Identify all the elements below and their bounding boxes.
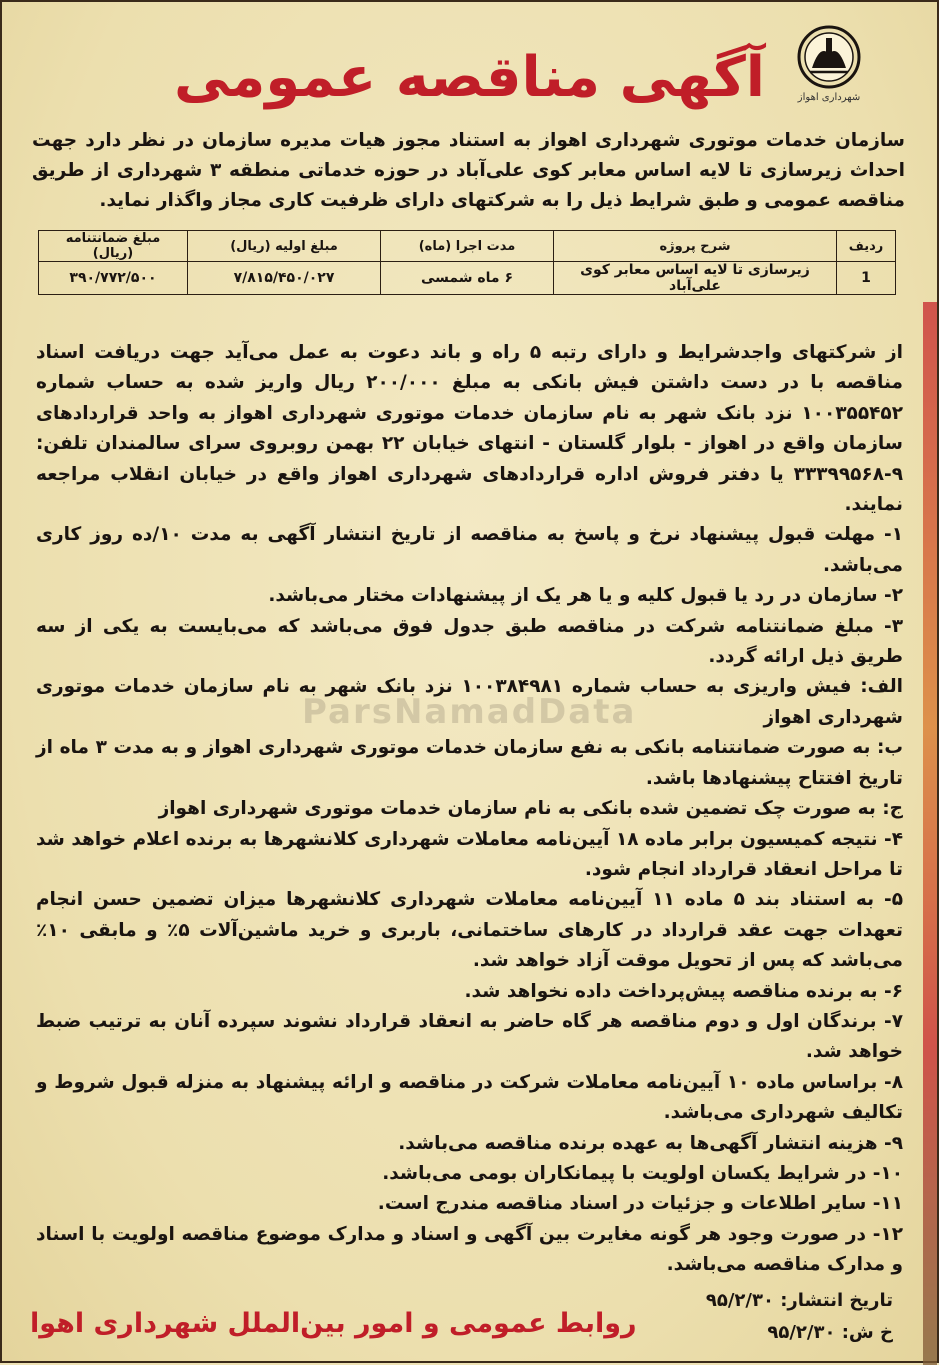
clause-3: ۳- مبلغ ضمانتنامه شرکت در مناقصه طبق جدول فوق می‌باشد که می‌بایست به یکی از سه طریق ذیل ارائه گردد.: [36, 615, 903, 668]
cell-guarantee-amount: ۳۹۰/۷۷۲/۵۰۰: [39, 262, 188, 295]
header-duration: مدت اجرا (ماه): [381, 231, 554, 262]
header-project-description: شرح پروژه: [554, 231, 837, 262]
clause-3-option-b: ب: به صورت ضمانتنامه بانکی به نفع سازمان خدمات موتوری شهرداری اهواز و به مدت ۳ ماه از تاریخ افتتاح پیشنهادها باشد.: [36, 737, 903, 789]
notice-title: آگهی مناقصه عمومی: [174, 45, 765, 110]
clause-11: ۱۱- سایر اطلاعات و جزئیات در اسناد مناقصه مندرج است.: [377, 1193, 903, 1215]
clause-5: ۵- به استناد بند ۵ ماده ۱۱ آیین‌نامه معاملات شهرداری کلانشهرها میزان تضمین حسن انجام تعهدات جهت عقد قرارداد در کارهای ساختمانی، باربری و خرید ماشین‌آلات ۵٪ و مابقی ۱۰٪ می‌باشد که پس از تحویل موقت آزاد خواهد شد.: [36, 889, 904, 972]
clause-3-option-a: الف: فیش واریزی به حساب شماره ۱۰۰۳۸۴۹۸۱ نزد بانک شهر به نام سازمان خدمات موتوری شهرداری اهواز: [36, 676, 904, 728]
edge-color-strip: [923, 302, 937, 1365]
cell-initial-amount: ۷/۸۱۵/۴۵۰/۰۲۷: [188, 262, 381, 295]
header-guarantee-amount: مبلغ ضمانتنامه (ریال): [39, 231, 188, 262]
code-line: خ ش: ۹۵/۲/۳۰: [767, 1322, 893, 1343]
watermark: ParsNamadData: [302, 692, 637, 732]
table-header-row: [39, 231, 896, 262]
notice-body: [36, 338, 903, 1281]
clause-6: ۶- به برنده مناقصه پیش‌پرداخت داده نخواهد شد.: [464, 980, 903, 1002]
clause-4: ۴- نتیجه کمیسیون برابر ماده ۱۸ آیین‌نامه معاملات شهرداری کلانشهرها به برنده اعلام خواهد شد تا مراحل انعقاد قرارداد انجام شود.: [36, 828, 903, 880]
clause-12: ۱۲- در صورت وجود هر گونه مغایرت بین آگهی و اسناد و مدارک موضوع مناقصه اولویت با اسناد و مدارک مناقصه می‌باشد.: [36, 1223, 903, 1276]
tender-table: [38, 230, 896, 295]
clause-2: ۲- سازمان در رد یا قبول کلیه و یا هر یک از پیشنهادات مختار می‌باشد.: [268, 585, 903, 607]
header-row-number: ردیف: [837, 231, 896, 262]
invitation-paragraph: از شرکتهای واجدشرایط و دارای رتبه ۵ راه و باند دعوت به عمل می‌آید جهت دریافت اسناد مناقصه با در دست داشتن فیش بانکی به مبلغ ۲۰۰/۰۰۰ ریال واریز شده به حساب شماره ۱۰۰۳۵۵۴۵۲ نزد بانک شهر به نام سازمان خدمات موتوری شهرداری اهواز به واحد قراردادهای سازمان واقع در اهواز - بلوار گلستان - انتهای خیابان ۲۲ بهمن روبروی سرای سالمندان تلفن: ۹-۳۳۳۹۹۵۶۸ یا دفتر فروش اداره قراردادهای شهرداری اهواز واقع در خیابان انقلاب مراجعه نمایند.: [36, 342, 903, 516]
table-row: [39, 262, 896, 295]
clause-10: ۱۰- در شرایط یکسان اولویت با پیمانکاران بومی می‌باشد.: [382, 1162, 903, 1184]
clause-9: ۹- هزینه انتشار آگهی‌ها به عهده برنده مناقصه می‌باشد.: [398, 1132, 903, 1154]
publish-date: تاریخ انتشار: ۹۵/۲/۳۰: [705, 1290, 893, 1311]
intro-paragraph: سازمان خدمات موتوری شهرداری اهواز به استناد مجوز هیات مدیره سازمان در نظر دارد جهت احداث زیرسازی تا لایه اساس معابر کوی علی‌آباد در حوزه خدماتی منطقه ۳ شهرداری از طریق مناقصه عمومی و طبق شرایط ذیل را به شرکتهای دارای ظرفیت کاری مجاز واگذار نماید.: [32, 130, 905, 211]
logo-caption: شهرداری اهواز: [797, 92, 861, 103]
footer-organization: روابط عمومی و امور بین‌الملل شهرداری اهوا: [30, 1308, 637, 1339]
cell-duration: ۶ ماه شمسی: [381, 262, 554, 295]
clause-1: ۱- مهلت قبول پیشنهاد نرخ و پاسخ به مناقصه از تاریخ انتشار آگهی به مدت ۱۰/ده روز کاری می‌باشد.: [36, 524, 903, 576]
clause-3-option-c: ج: به صورت چک تضمین شده بانکی به نام سازمان خدمات موتوری شهرداری اهواز: [158, 798, 903, 820]
header-initial-amount: مبلغ اولیه (ریال): [188, 231, 381, 262]
clause-8: ۸- براساس ماده ۱۰ آیین‌نامه معاملات شرکت در مناقصه و ارائه پیشنهاد به منزله قبول شروط و تکالیف شهرداری می‌باشد.: [36, 1071, 903, 1124]
cell-project-description: زیرسازی تا لایه اساس معابر کوی علی‌آباد: [554, 262, 837, 295]
clause-7: ۷- برندگان اول و دوم مناقصه هر گاه حاضر به انعقاد قرارداد نشوند سپرده آنان به ترتیب ضبط خواهد شد.: [36, 1010, 903, 1063]
cell-row-number: 1: [837, 262, 896, 295]
